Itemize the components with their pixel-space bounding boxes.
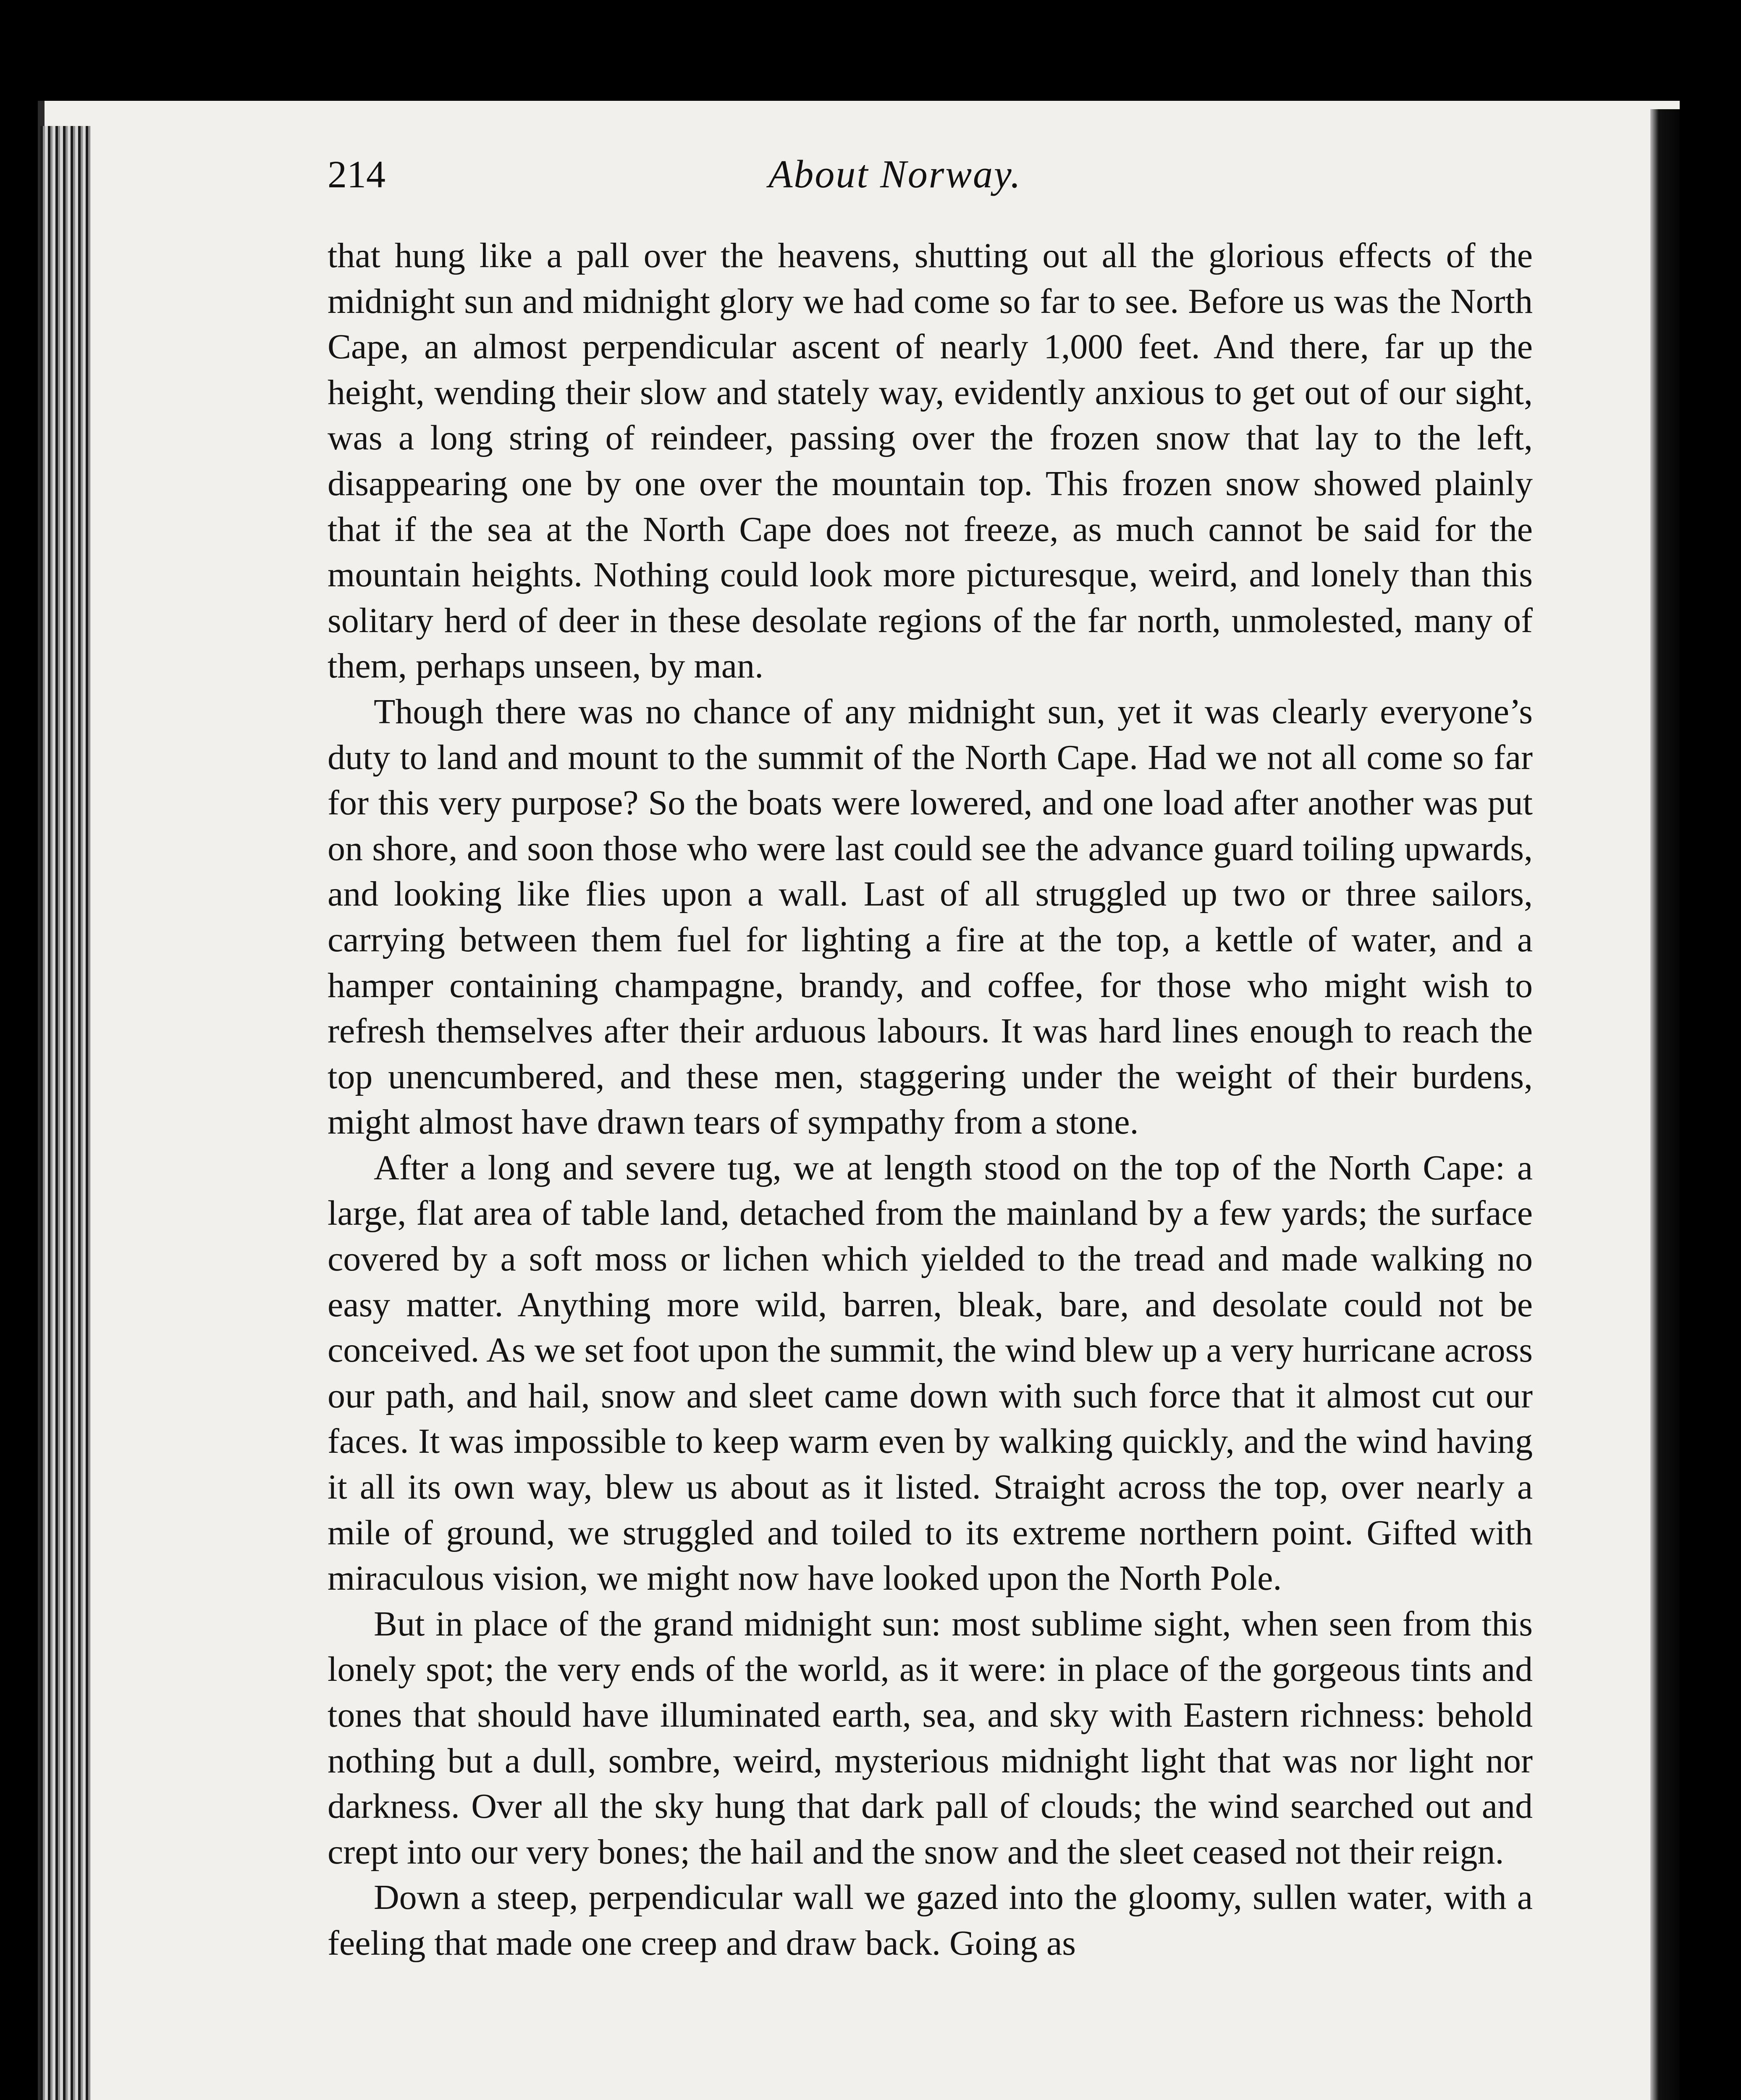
paragraph: Down a steep, perpendicular wall we gazed into the gloomy, sullen water, with a feeling that made one creep and draw back. Going as [328, 1878, 1533, 1963]
page-edges-left [40, 126, 91, 2100]
page-header [328, 151, 1533, 206]
paragraph: But in place of the grand midnight sun: most sublime sight, when seen from this lonely spot; the very ends of the world, as it were: in place of the gorgeous tints and tones that should have illuminated earth, sea, and sky with Eastern richness: behold nothing but a dull, sombre, weird, mysterious midnight light that was nor light nor darkness. Over all the sky hung that dark pall of clouds; the wind searched out and crept into our very bones; the hail and the snow and the sleet ceased not their reign. [328, 1604, 1533, 1872]
body-text [328, 233, 1533, 1966]
book-binding-right [1650, 109, 1680, 2100]
paragraph: After a long and severe tug, we at length stood on the top of the North Cape: a large, flat area of table land, detached from the mainland by a few yards; the surface covered by a soft moss or lichen which yielded to the tread and made walking no easy matter. Anything more wild, barren, bleak, bare, and desolate could not be conceived. As we set foot upon the summit, the wind blew up a very hurricane across our path, and hail, snow and sleet came down with such force that it almost cut our faces. It was impossible to keep warm even by walking quickly, and the wind having it all its own way, blew us about as it listed. Straight across the top, over nearly a mile of ground, we struggled and toiled to its extreme northern point. Gifted with miraculous vision, we might now have looked upon the North Pole. [328, 1148, 1533, 1598]
running-title: About Norway. [768, 152, 1022, 196]
paragraph: Though there was no chance of any midnight sun, yet it was clearly everyone’s duty to land and mount to the summit of the North Cape. Had we not all come so far for this very purpose? So the boats were lowered, and one load after another was put on shore, and soon those who were last could see the advance guard toiling upwards, and looking like flies upon a wall. Last of all struggled up two or three sailors, carrying between them fuel for lighting a fire at the top, a kettle of water, and a hamper containing champagne, brandy, and coffee, for those who might wish to refresh themselves after their arduous labours. It was hard lines enough to reach the top unencumbered, and these men, staggering under the weight of their burdens, might almost have drawn tears of sympathy from a stone. [328, 692, 1533, 1142]
paragraph-continued: that hung like a pall over the heavens, shutting out all the glorious effects of the midnight sun and midnight glory we had come so far to see. Before us was the North Cape, an almost perpendicular ascent of nearly 1,000 feet. And there, far up the height, wending their slow and stately way, evidently anxious to get out of our sight, was a long string of reindeer, passing over the frozen snow that lay to the left, disappearing one by one over the mountain top. This frozen snow showed plainly that if the sea at the North Cape does not freeze, as much cannot be said for the mountain heights. Nothing could look more picturesque, weird, and lonely than this solitary herd of deer in these desolate regions of the far north, unmolested, many of them, perhaps unseen, by man. [328, 236, 1533, 686]
page-number: 214 [328, 153, 385, 196]
